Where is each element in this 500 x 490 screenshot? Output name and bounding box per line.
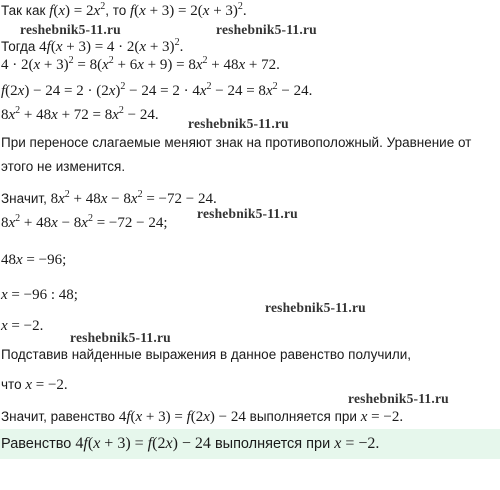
watermark: reshebnik5-11.ru bbox=[70, 330, 171, 345]
formula: x = −2. bbox=[360, 409, 404, 425]
formula: x = −2. bbox=[25, 377, 68, 393]
solution-line-3 bbox=[1, 56, 280, 74]
solution-line-14 bbox=[1, 376, 68, 394]
solution-line-8 bbox=[1, 190, 217, 208]
explanation-text-1: При переносе слагаемые меняют знак на противоположный. Уравнение от bbox=[1, 135, 472, 150]
formula: $8x^2 + 48x + 72 = 8x^2 - 24$. bbox=[1, 105, 159, 123]
formula: $f(x) = 2x^2$ bbox=[49, 1, 106, 19]
formula: 4f(x + 3) = f(2x) − 24 bbox=[75, 435, 211, 452]
text-segment: Так как bbox=[1, 3, 46, 18]
formula: x = −2. bbox=[334, 435, 380, 452]
explanation-text-2: этого не изменится. bbox=[1, 159, 126, 174]
solution-line-10 bbox=[1, 251, 66, 269]
formula: $8x^2 + 48x - 8x^2 = -72 - 24$; bbox=[1, 213, 168, 231]
answer-line bbox=[1, 435, 379, 453]
text-segment: Значит, равенство bbox=[1, 409, 116, 424]
solution-line-12 bbox=[1, 317, 43, 335]
formula: 4f(x + 3) = f(2x) − 24 bbox=[118, 409, 246, 425]
text-segment: выполняется при bbox=[214, 436, 331, 452]
watermark: reshebnik5-11.ru bbox=[20, 22, 121, 37]
explanation-text-3: Подставив найденные выражения в данное равенство получили, bbox=[1, 347, 412, 362]
watermark: reshebnik5-11.ru bbox=[197, 206, 298, 221]
text-segment: что bbox=[1, 377, 22, 392]
formula: $8x^2 + 48x - 8x^2 = -72 - 24$. bbox=[50, 189, 217, 207]
solution-line-1 bbox=[1, 2, 247, 20]
solution-line-9 bbox=[1, 214, 168, 232]
formula: 48x = −96; bbox=[1, 252, 67, 268]
text-segment: Тогда bbox=[1, 39, 36, 54]
watermark: reshebnik5-11.ru bbox=[348, 391, 449, 406]
text-segment: Значит, bbox=[1, 191, 47, 206]
solution-line-5 bbox=[1, 106, 159, 124]
answer-box bbox=[0, 429, 500, 459]
watermark: reshebnik5-11.ru bbox=[216, 22, 317, 37]
solution-line-11 bbox=[1, 286, 78, 304]
formula: $f(x + 3) = 2(x + 3)^2$. bbox=[130, 1, 247, 19]
solution-line-15 bbox=[1, 408, 403, 426]
watermark: reshebnik5-11.ru bbox=[188, 116, 289, 131]
text-segment: Равенство bbox=[1, 436, 72, 452]
formula: $f(2x) - 24 = 2 \cdot (2x)^2 - 24 = 2 \cdot 4x^2 - 24 = 8x^2 - 24$. bbox=[1, 81, 313, 99]
text-segment: выполняется при bbox=[249, 409, 357, 424]
solution-line-2 bbox=[1, 38, 183, 56]
watermark: reshebnik5-11.ru bbox=[265, 300, 366, 315]
formula: x = −96 : 48; bbox=[1, 287, 78, 303]
formula: $4f(x + 3) = 4 \cdot 2(x + 3)^2$. bbox=[39, 37, 184, 55]
formula: $4 \cdot 2(x + 3)^2 = 8(x^2 + 6x + 9) = 8x^2 + 48x + 72$. bbox=[1, 55, 280, 73]
solution-line-4 bbox=[1, 82, 312, 100]
formula: x = −2. bbox=[1, 318, 44, 334]
text-segment: , то bbox=[105, 3, 127, 18]
